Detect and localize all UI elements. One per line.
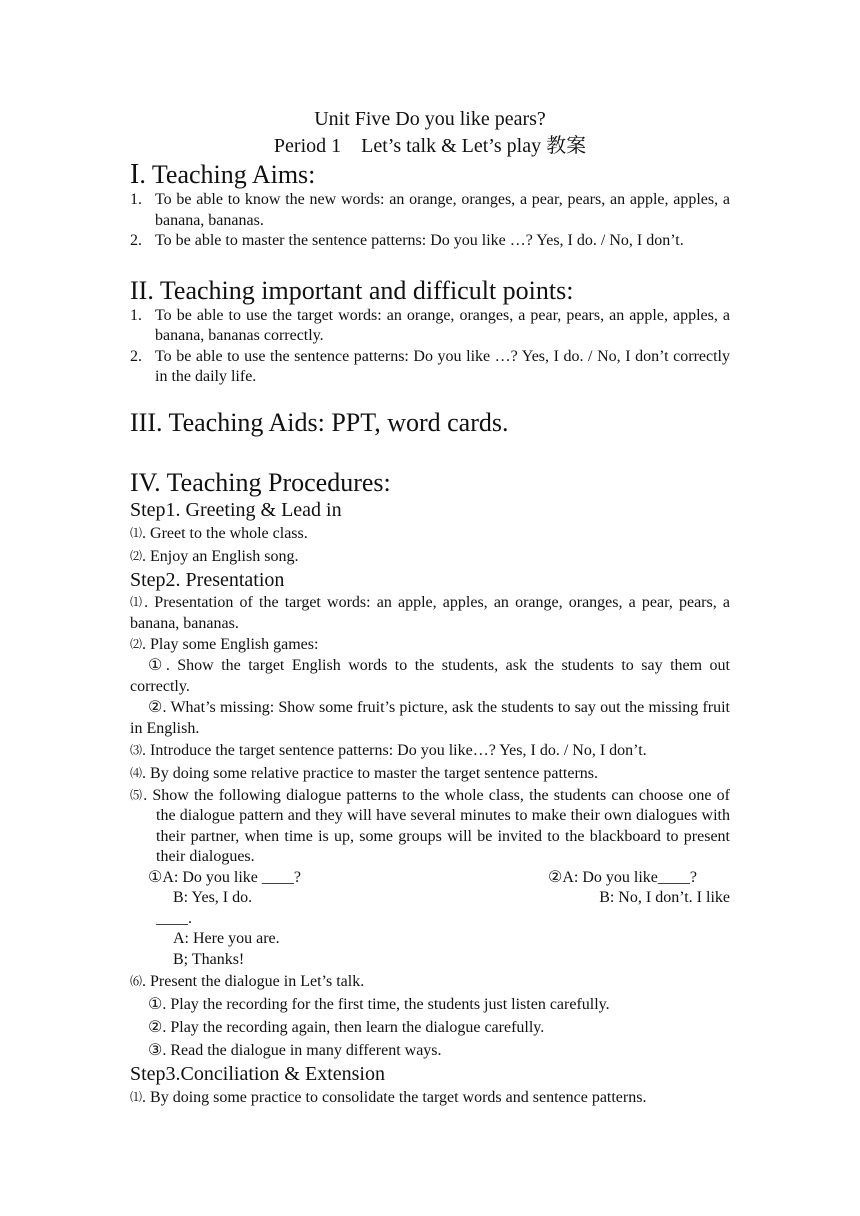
- item-number: 1.: [130, 191, 142, 208]
- list-item: [130, 190, 730, 231]
- dialogue-1-line-b: B: Yes, I do.: [173, 889, 253, 906]
- dialogue-2-line-c: ____.: [156, 909, 192, 927]
- item-text: . Greet to the whole class.: [142, 524, 308, 542]
- dialogue-1-line-d: B; Thanks!: [173, 950, 245, 968]
- item-number: ⑴: [130, 594, 145, 609]
- list-item: [130, 347, 730, 388]
- item-number: ⑴: [130, 1089, 143, 1104]
- item-text: To be able to use the target words: an orange, oranges, a pear, pears, an apple, apples, a banana, bananas correctly.: [155, 306, 730, 344]
- heading-teaching-aids: III. Teaching Aids: PPT, word cards.: [130, 407, 509, 437]
- heading-important-points: II. Teaching important and difficult points:: [130, 275, 574, 305]
- roman-numeral: I: [130, 159, 140, 190]
- item-number: 2.: [130, 347, 142, 365]
- item-text: . Play some English games:: [142, 635, 319, 653]
- list-item: [130, 592, 730, 634]
- game-item: ②. What’s missing: Show some fruit’s picture, ask the students to say out the missing fruit in English.: [130, 698, 730, 737]
- item-number: 2.: [130, 232, 142, 249]
- title-line-2: Period 1 Let’s talk & Let’s play 教案: [273, 135, 587, 157]
- list-item: [130, 739, 730, 762]
- item-text: To be able to know the new words: an orange, oranges, a pear, pears, an apple, apples, a banana, bananas.: [155, 191, 730, 229]
- dialogue-2-line-b: B: No, I don’t. I like: [599, 889, 730, 906]
- item-text: . By doing some relative practice to master the target sentence patterns.: [142, 764, 598, 782]
- list-item: [130, 762, 730, 785]
- item-text: . Introduce the target sentence patterns: Do you like…? Yes, I do. / No, I don’t.: [142, 741, 647, 759]
- item-number: ⑴: [130, 525, 143, 540]
- item-text: . Present the dialogue in Let’s talk.: [142, 972, 365, 990]
- dialogue-2-line-a: ②A: Do you like____?: [548, 868, 697, 886]
- item-text: . By doing some practice to consolidate the target words and sentence patterns.: [142, 1088, 647, 1106]
- item-number: ⑵: [130, 636, 143, 651]
- item-text: To be able to master the sentence patterns: Do you like …? Yes, I do. / No, I don’t.: [155, 232, 684, 249]
- list-item: [130, 545, 730, 568]
- item-number: ⑷: [130, 765, 143, 780]
- list-item: [130, 785, 730, 868]
- dialogue-1-line-a: ①A: Do you like ____?: [148, 868, 301, 886]
- list-item: [130, 306, 730, 347]
- list-item: [130, 634, 730, 655]
- item-text: . Enjoy an English song.: [142, 547, 299, 565]
- heading-text: . Teaching Aims:: [139, 160, 316, 189]
- step1-title: Step1. Greeting & Lead in: [130, 498, 342, 521]
- step3-title: Step3.Conciliation & Extension: [130, 1062, 385, 1085]
- list-item: [130, 522, 730, 545]
- sub-item: ①. Play the recording for the first time, the students just listen carefully.: [148, 995, 610, 1013]
- item-number: ⑶: [130, 742, 143, 757]
- heading-teaching-procedures: IV. Teaching Procedures:: [130, 467, 391, 497]
- sub-item: ②. Play the recording again, then learn the dialogue carefully.: [148, 1018, 545, 1036]
- item-number: 1.: [130, 306, 142, 324]
- title-line-1: Unit Five Do you like pears?: [314, 108, 546, 130]
- sub-item: ③. Read the dialogue in many different ways.: [148, 1041, 442, 1059]
- game-item: ①. Show the target English words to the students, ask the students to say them out correctly.: [130, 656, 730, 695]
- item-number: ⑹: [130, 973, 143, 988]
- list-item: [130, 1086, 730, 1109]
- document-page: [130, 106, 730, 1109]
- heading-teaching-aims: [130, 160, 730, 190]
- item-number: ⑵: [130, 548, 143, 563]
- item-text: To be able to use the sentence patterns: Do you like …? Yes, I do. / No, I don’t correctly in the daily life.: [155, 347, 730, 385]
- list-item: [130, 970, 730, 993]
- dialogue-1-line-c: A: Here you are.: [173, 930, 280, 947]
- item-text: . Presentation of the target words: an apple, apples, an orange, oranges, a pear, pears, a banana, bananas.: [130, 593, 730, 632]
- list-item: [130, 231, 730, 252]
- item-text: . Show the following dialogue patterns to the whole class, the students can choose one of the dialogue pattern and they will have several minutes to make their own dialogues with their partner, when time is up, some groups will be invited to the blackboard to present their dialogues.: [143, 786, 730, 865]
- dialogue-patterns: [130, 868, 730, 970]
- document-title: [130, 106, 730, 160]
- item-number: ⑸: [130, 787, 144, 802]
- step2-title: Step2. Presentation: [130, 568, 285, 591]
